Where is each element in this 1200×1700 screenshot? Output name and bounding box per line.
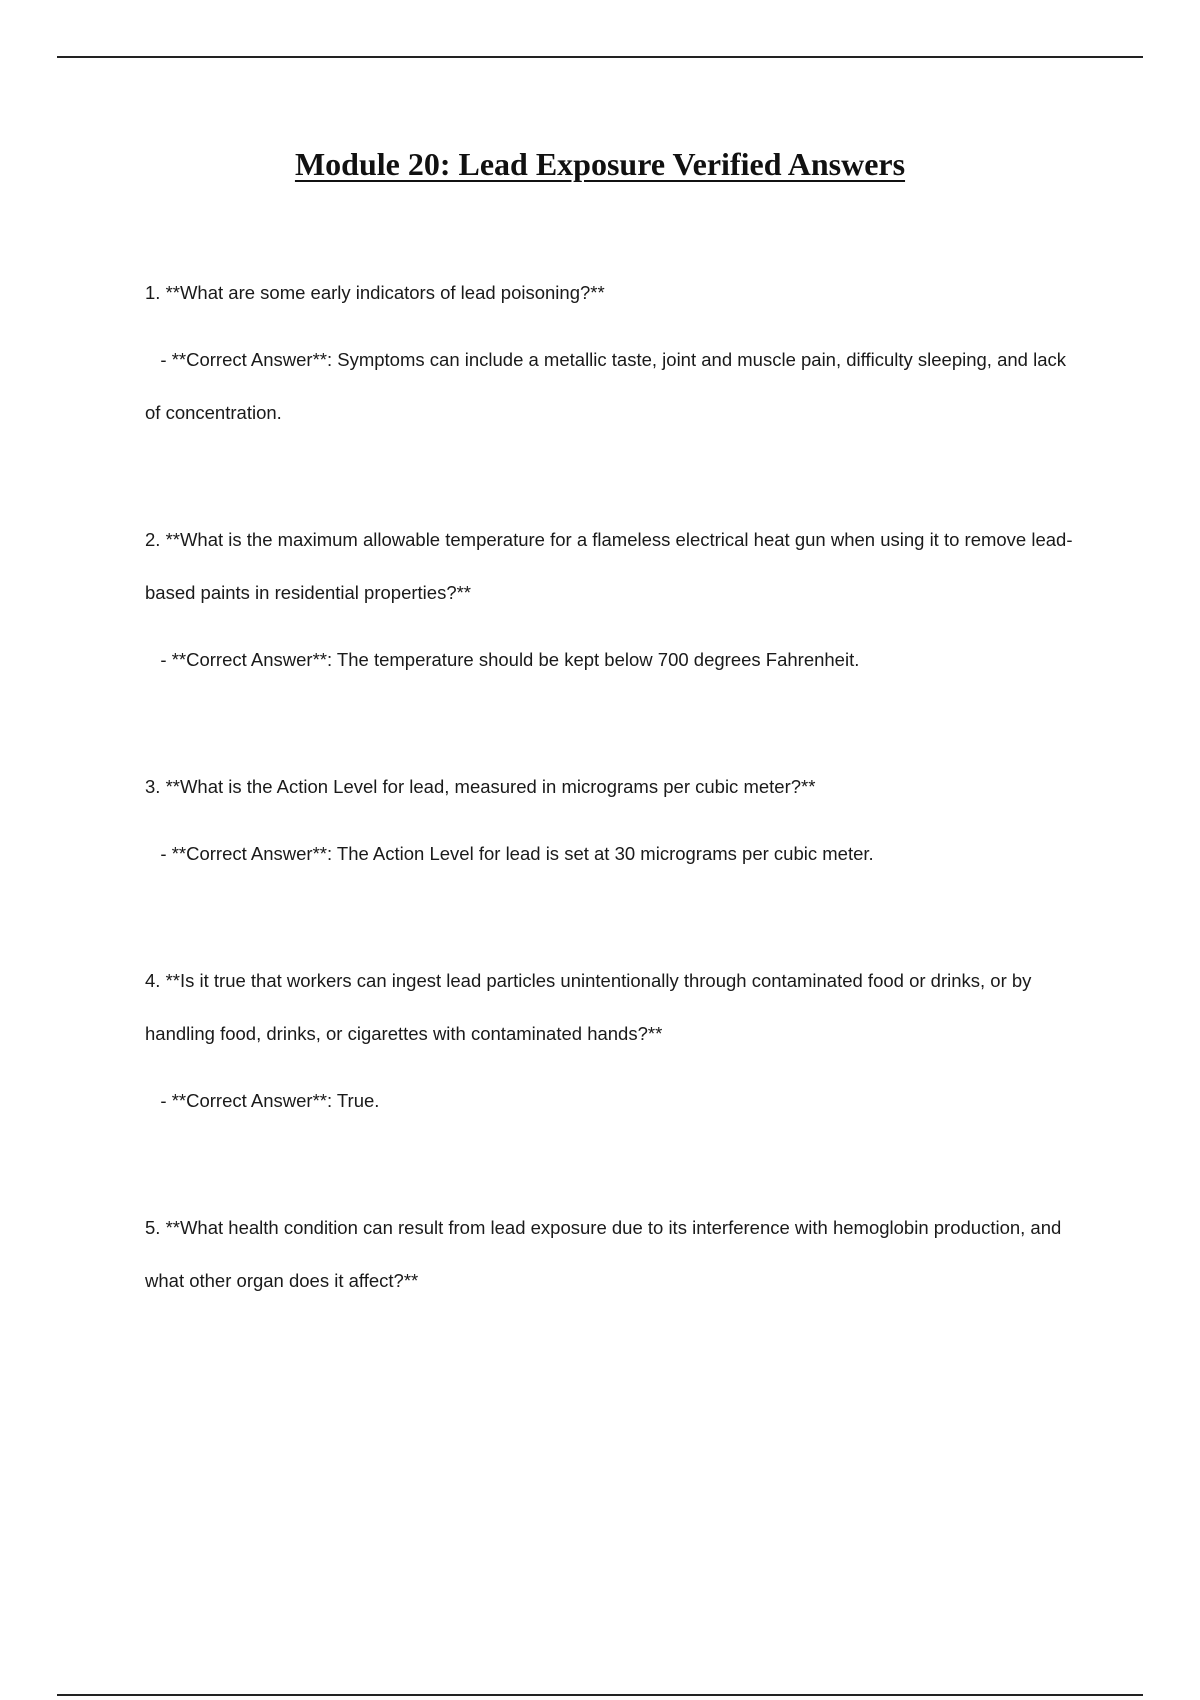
question-item-5 xyxy=(145,1201,1075,1307)
question-text: 5. **What health condition can result from lead exposure due to its interference with hemoglobin production, and what other organ does it affect?** xyxy=(145,1217,1062,1291)
answer-text: - **Correct Answer**: The temperature should be kept below 700 degrees Fahrenheit. xyxy=(145,633,1075,686)
answer-text: - **Correct Answer**: True. xyxy=(145,1074,1075,1127)
question-text: 2. **What is the maximum allowable temperature for a flameless electrical heat gun when using it to remove lead-based paints in residential properties?** xyxy=(145,529,1073,603)
question-item-2 xyxy=(145,513,1075,686)
question-item-1 xyxy=(145,266,1075,439)
answer-indent xyxy=(145,843,160,864)
question-text: 3. **What is the Action Level for lead, measured in micrograms per cubic meter?** xyxy=(145,776,816,797)
question-text: 1. **What are some early indicators of lead poisoning?** xyxy=(145,282,605,303)
answer-text: - **Correct Answer**: Symptoms can include a metallic taste, joint and muscle pain, difficulty sleeping, and lack of concentration. xyxy=(145,349,1066,423)
answer-indent xyxy=(145,649,160,670)
bottom-divider xyxy=(57,1694,1143,1696)
document-title: Module 20: Lead Exposure Verified Answers xyxy=(294,146,906,182)
question-item-3 xyxy=(145,760,1075,880)
question-item-4 xyxy=(145,954,1075,1127)
question-text: 4. **Is it true that workers can ingest lead particles unintentionally through contaminated food or drinks, or by handling food, drinks, or cigarettes with contaminated hands?** xyxy=(145,970,1032,1044)
answer-indent xyxy=(145,349,160,370)
question-list xyxy=(145,280,1075,1307)
top-divider xyxy=(57,56,1143,58)
answer-indent xyxy=(145,1090,160,1111)
answer-text: - **Correct Answer**: The Action Level for lead is set at 30 micrograms per cubic meter. xyxy=(145,827,1075,880)
